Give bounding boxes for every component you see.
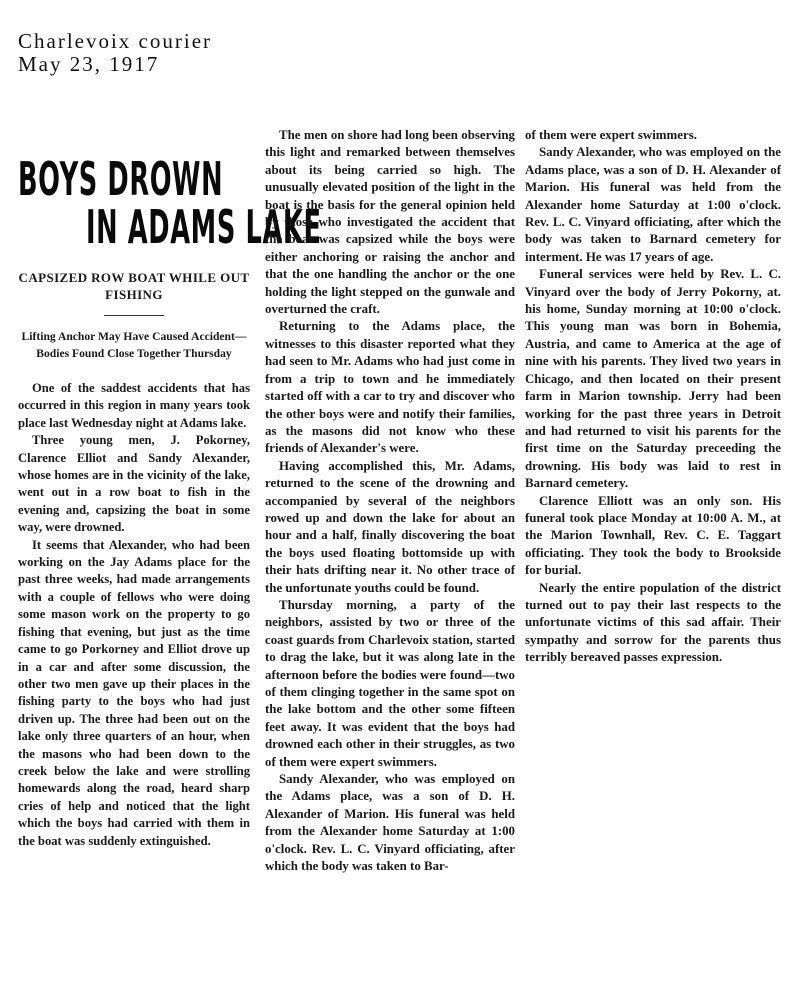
paragraph-continuation: of them were expert swimmers. xyxy=(525,128,697,142)
paragraph: The men on shore had long been observing this light and remarked between themselves about its being carried so high. The unusually elevated position of the light in the boat is the basis for the general opinion held by those who investigated the accident that the boat was capsized while the boys were either anchoring or raising the anchor and that the one handling the anchor or the one holding the light stepped on the gunwale and overturned the craft. xyxy=(265,128,515,317)
headline-line-2: IN ADAMS LAKE xyxy=(86,200,322,254)
column-1 xyxy=(18,152,322,850)
paragraph: Having accomplished this, Mr. Adams, returned to the scene of the drowning and accompanied by several of the neighbors rowed up and down the lake for about an hour and a half, finally discovering the boat the boys used floating bottomside up with their hats drifting near it. No other trace of the unfortunate youths could be found. xyxy=(265,458,515,595)
deck: Lifting Anchor May Have Caused Accident—Bodies Found Close Together Thursday xyxy=(21,330,247,360)
subheadline: CAPSIZED ROW BOAT WHILE OUT FISHING xyxy=(18,270,250,302)
headline xyxy=(18,152,322,255)
column-3-body xyxy=(525,127,781,667)
paper-name: Charlevoix courier xyxy=(18,29,213,53)
column-3 xyxy=(525,127,781,667)
publication-date: May 23, 1917 xyxy=(18,52,160,76)
paragraph: Thursday morning, a party of the neighbors, assisted by two or three of the coast guards from Charlevoix station, started to drag the lake, but it was along late in the afternoon before the bodies were found—two of them clinging together in the same spot on the lake bottom and the other some fifteen feet away. It was evident that the boys had drowned each other in their struggles, as two of them were expert swimmers. xyxy=(265,597,515,769)
headline-line-1: BOYS DROWN xyxy=(18,152,224,206)
paragraph: Clarence Elliott was an only son. His funeral took place Monday at 10:00 A. M., at the Marion Townhall, Rev. C. E. Taggart officiating. They took the body to Brookside for burial. xyxy=(525,493,781,578)
paragraph: Returning to the Adams place, the witnesses to this disaster reported what they had seen to Mr. Adams who had just come in from a trip to town and he immediately started off with a car to try and discover who the other boys were and notify their families, as the masons did not know who these friends of Alexander's were. xyxy=(265,319,515,456)
paragraph: One of the saddest accidents that has occurred in this region in many years took place last Wednesday night at Adams lake. xyxy=(18,381,250,430)
paragraph: Funeral services were held by Rev. L. C. Vinyard over the body of Jerry Pokorny, at. his home, Sunday morning at 10:00 o'clock. This young man was born in Bohemia, Austria, and came to America at the age of nine with his parents. They lived two years in Chicago, and then located on their present farm in Marion township. Jerry had been working for the past three years in Detroit and had returned to visit his parents for the first time on the Saturday preceeding the drowning. His body was laid to rest in Barnard cemetery. xyxy=(525,267,781,491)
paragraph: Sandy Alexander, who was employed on the Adams place, was a son of D. H. Alexander of Marion. His funeral was held from the Alexander home Saturday at 1:00 o'clock. Rev. L. C. Vinyard officiating, after which the body was taken to Barnard cemetery for interment. He was 17 years of age. xyxy=(525,145,781,264)
paragraph: Nearly the entire population of the district turned out to pay their last respects to the unfortunate victims of this sad affair. Their sympathy and sorrow for the parents thus terribly bereaved passes expression. xyxy=(525,580,781,665)
column-2-body xyxy=(265,127,515,875)
paragraph: Three young men, J. Pokorney, Clarence Elliot and Sandy Alexander, whose homes are in the vicinity of the lake, went out in a row boat to fish in the evening and, capsizing the boat in some way, were drowned. xyxy=(18,433,250,535)
column-2 xyxy=(265,127,515,875)
masthead xyxy=(18,30,212,76)
paragraph: It seems that Alexander, who had been working on the Jay Adams place for the past three weeks, had made arrangements with a couple of fellows who were doing some mason work on the property to go fishing that evening, but just as the time came to go Porkorney and Elliot drove up in a car and after some discussion, the other two men gave up their places in the fishing party to the boys who had just driven up. The three had been out on the lake only three quarters of an hour, when the masons who had been down to the creek below the lake and were strolling homewards along the road, heard sharp cries of help and noticed that the light which the boys had carried with them in the boat was suddenly extinguished. xyxy=(18,537,250,848)
paragraph: Sandy Alexander, who was employed on the Adams place, was a son of D. H. Alexander of Marion. His funeral was held from the Alexander home Saturday at 1:00 o'clock. Rev. L. C. Vinyard officiating, after which the body was taken to Bar- xyxy=(265,772,515,874)
divider xyxy=(104,315,164,316)
column-1-body xyxy=(18,380,250,850)
